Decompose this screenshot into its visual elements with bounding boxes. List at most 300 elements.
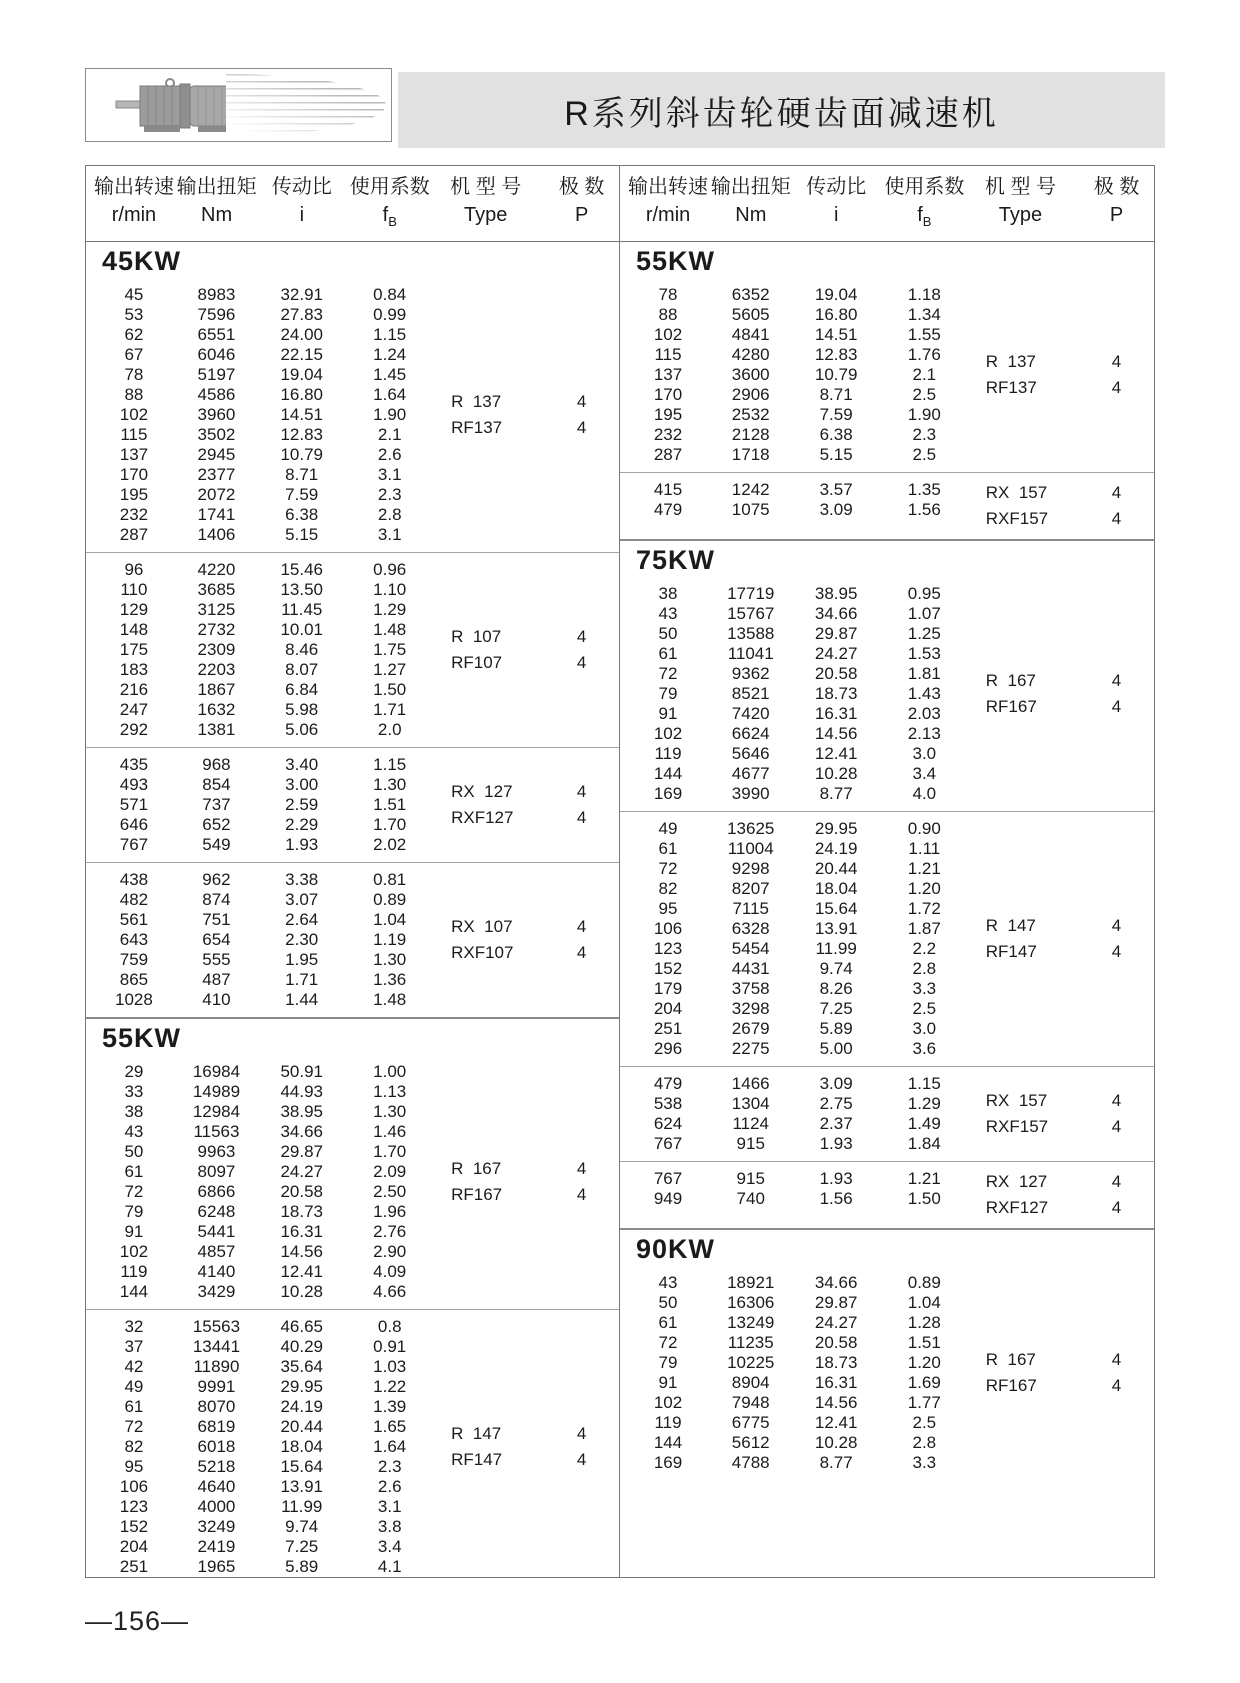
- output-speed-value: 292: [119, 720, 149, 739]
- type-poles-line: [962, 1373, 1154, 1399]
- spec-row: [620, 1373, 962, 1393]
- output-speed-value: 102: [119, 405, 149, 424]
- spec-row: [86, 505, 427, 525]
- output-speed-value: 287: [653, 445, 683, 464]
- output-speed-value: 119: [654, 744, 682, 763]
- output-speed-value: 43: [658, 1273, 678, 1292]
- spec-row: [86, 950, 427, 970]
- service-factor-value: 1.28: [907, 1313, 941, 1332]
- ratio-value: 18.04: [814, 879, 858, 898]
- poles-value: 4: [1111, 1198, 1122, 1217]
- output-speed-value: 949: [653, 1189, 683, 1208]
- type-label: RF167: [985, 1376, 1037, 1395]
- output-torque-value: 3685: [197, 580, 236, 599]
- output-torque-value: 6046: [197, 345, 236, 364]
- spec-row: [620, 405, 962, 425]
- service-factor-value: 1.20: [907, 1353, 941, 1372]
- ratio-value: 29.95: [280, 1377, 323, 1396]
- output-torque-value: 7420: [731, 704, 770, 723]
- ratio-value: 44.93: [280, 1082, 323, 1101]
- output-speed-value: 110: [120, 580, 148, 599]
- output-torque-value: 487: [202, 970, 231, 989]
- ratio-value: 1.56: [819, 1189, 853, 1208]
- type-label: R 167: [985, 1350, 1036, 1369]
- output-speed-value: 479: [653, 1074, 683, 1093]
- output-torque-value: 7948: [731, 1393, 770, 1412]
- output-torque-value: 3960: [197, 405, 236, 424]
- service-factor-value: 2.03: [907, 704, 941, 723]
- spec-row: [86, 1477, 427, 1497]
- service-factor-value: 1.69: [907, 1373, 941, 1392]
- ratio-value: 12.83: [814, 345, 858, 364]
- ratio-value: 7.25: [819, 999, 853, 1018]
- spec-row: [620, 999, 962, 1019]
- ratio-value: 10.28: [814, 1433, 858, 1452]
- output-speed-value: 119: [654, 1413, 682, 1432]
- spec-row: [620, 899, 962, 919]
- service-factor-value: 1.70: [373, 1142, 407, 1161]
- output-torque-value: 9362: [731, 664, 770, 683]
- ratio-value: 15.46: [280, 560, 323, 579]
- ratio-value: 34.66: [280, 1122, 323, 1141]
- poles-value: 4: [1111, 916, 1122, 935]
- ratio-value: 10.79: [280, 445, 323, 464]
- ratio-value: 6.38: [819, 425, 853, 444]
- spec-row: [620, 1293, 962, 1313]
- spec-row: [86, 1142, 427, 1162]
- ratio-value: 27.83: [280, 305, 323, 324]
- service-factor-value: 0.8: [377, 1317, 402, 1336]
- output-speed-value: 759: [119, 950, 149, 969]
- spec-row: [86, 870, 427, 890]
- spec-row: [620, 345, 962, 365]
- spec-row: [86, 1182, 427, 1202]
- output-speed-value: 287: [119, 525, 149, 544]
- power-section: [620, 242, 1154, 539]
- output-torque-value: 1718: [731, 445, 770, 464]
- output-speed-value: 183: [119, 660, 149, 679]
- ratio-value: 8.71: [819, 385, 853, 404]
- spec-rows: [620, 819, 962, 1059]
- spec-row: [86, 285, 427, 305]
- output-torque-value: 11890: [193, 1357, 240, 1376]
- service-factor-value: 1.15: [907, 1074, 941, 1093]
- ratio-value: 20.44: [280, 1417, 323, 1436]
- ratio-value: 13.91: [814, 919, 858, 938]
- service-factor-value: 2.5: [912, 385, 937, 404]
- type-label: RXF107: [451, 943, 514, 962]
- service-factor-value: 1.24: [373, 345, 407, 364]
- spec-block: [86, 863, 619, 1017]
- output-speed-value: 37: [124, 1337, 144, 1356]
- output-torque-value: 2679: [731, 1019, 770, 1038]
- spec-block: [86, 553, 619, 747]
- service-factor-value: 2.8: [912, 959, 937, 978]
- type-poles-area: [427, 285, 619, 545]
- output-torque-value: 4788: [731, 1453, 770, 1472]
- spec-row: [620, 879, 962, 899]
- output-speed-value: 95: [124, 1457, 144, 1476]
- ratio-value: 50.91: [280, 1062, 323, 1081]
- output-torque-value: 18921: [727, 1273, 775, 1292]
- output-torque-value: 4140: [197, 1262, 236, 1281]
- ratio-value: 16.31: [814, 704, 858, 723]
- output-speed-value: 82: [124, 1437, 144, 1456]
- service-factor-value: 0.95: [907, 584, 941, 603]
- type-label: R 167: [451, 1159, 502, 1178]
- spec-row: [86, 1262, 427, 1282]
- column-header-output-speed: 输出转速 r/min: [93, 176, 174, 226]
- output-speed-value: 1028: [115, 990, 153, 1009]
- spec-block: [620, 577, 1154, 811]
- ratio-value: 12.41: [280, 1262, 323, 1281]
- service-factor-value: 1.35: [907, 480, 941, 499]
- service-factor-value: 1.07: [907, 604, 941, 623]
- ratio-value: 18.73: [814, 684, 858, 703]
- service-factor-value: 3.3: [912, 979, 937, 998]
- service-factor-value: 1.25: [907, 624, 941, 643]
- service-factor-value: 1.50: [907, 1189, 941, 1208]
- output-torque-value: 654: [202, 930, 231, 949]
- output-torque-value: 6328: [731, 919, 770, 938]
- spec-row: [620, 325, 962, 345]
- ratio-value: 3.57: [819, 480, 853, 499]
- output-torque-value: 2945: [197, 445, 236, 464]
- output-speed-value: 643: [119, 930, 149, 949]
- output-speed-value: 29: [124, 1062, 144, 1081]
- service-factor-value: 2.13: [907, 724, 941, 743]
- spec-row: [620, 604, 962, 624]
- output-speed-value: 72: [658, 664, 678, 683]
- service-factor-value: 1.46: [373, 1122, 407, 1141]
- spec-row: [86, 485, 427, 505]
- service-factor-value: 3.0: [912, 744, 937, 763]
- type-poles-area: [427, 755, 619, 855]
- output-torque-value: 751: [202, 910, 231, 929]
- type-label: RF167: [985, 697, 1037, 716]
- service-factor-value: 2.6: [377, 445, 402, 464]
- service-factor-value: 1.30: [373, 1102, 407, 1121]
- service-factor-value: 2.3: [912, 425, 937, 444]
- spec-row: [620, 684, 962, 704]
- output-speed-value: 53: [124, 305, 144, 324]
- spec-rows: [620, 584, 962, 804]
- output-torque-value: 1965: [197, 1557, 236, 1576]
- type-label: R 167: [985, 671, 1036, 690]
- output-speed-value: 767: [119, 835, 149, 854]
- output-torque-value: 3502: [197, 425, 236, 444]
- output-torque-value: 8070: [197, 1397, 236, 1416]
- service-factor-value: 1.51: [907, 1333, 941, 1352]
- type-poles-line: [962, 1088, 1154, 1114]
- service-factor-value: 1.45: [373, 365, 407, 384]
- type-label: RX 127: [985, 1172, 1048, 1191]
- poles-value: 4: [576, 808, 587, 827]
- column-header-output-speed: 输出转速 r/min: [628, 176, 709, 226]
- output-speed-value: 102: [119, 1242, 149, 1261]
- output-speed-value: 144: [119, 1282, 149, 1301]
- output-speed-value: 38: [124, 1102, 144, 1121]
- output-torque-value: 3298: [731, 999, 770, 1018]
- title-band: [398, 72, 1165, 148]
- output-torque-value: 5646: [731, 744, 770, 763]
- output-speed-value: 88: [124, 385, 144, 404]
- output-torque-value: 13249: [727, 1313, 775, 1332]
- spec-block: [86, 278, 619, 552]
- output-speed-value: 72: [658, 1333, 678, 1352]
- ratio-value: 29.87: [814, 1293, 858, 1312]
- output-torque-value: 5454: [731, 939, 770, 958]
- column-header-type: 机 型 号 Type: [984, 176, 1057, 226]
- output-torque-value: 8207: [731, 879, 770, 898]
- service-factor-value: 1.87: [907, 919, 941, 938]
- poles-value: 4: [576, 917, 587, 936]
- output-speed-value: 32: [124, 1317, 144, 1336]
- power-section: [86, 242, 619, 1017]
- poles-value: 4: [576, 1424, 587, 1443]
- type-poles-line: [962, 913, 1154, 939]
- output-speed-value: 50: [658, 1293, 678, 1312]
- output-torque-value: 915: [736, 1169, 765, 1188]
- ratio-value: 34.66: [814, 604, 858, 623]
- output-torque-value: 5197: [197, 365, 236, 384]
- output-torque-value: 9298: [731, 859, 770, 878]
- output-speed-value: 38: [658, 584, 678, 603]
- ratio-value: 11.99: [281, 1497, 323, 1516]
- spec-row: [620, 1074, 962, 1094]
- type-poles-line: [962, 1195, 1154, 1221]
- ratio-value: 2.37: [819, 1114, 853, 1133]
- ratio-value: 29.95: [814, 819, 858, 838]
- output-speed-value: 152: [653, 959, 683, 978]
- poles-value: 4: [576, 943, 587, 962]
- poles-value: 4: [1111, 671, 1122, 690]
- service-factor-value: 1.19: [373, 930, 407, 949]
- spec-row: [86, 1282, 427, 1302]
- output-torque-value: 555: [202, 950, 231, 969]
- spec-row: [86, 465, 427, 485]
- output-speed-value: 79: [658, 1353, 678, 1372]
- spec-row: [86, 1437, 427, 1457]
- ratio-value: 13.91: [280, 1477, 323, 1496]
- spec-row: [620, 480, 962, 500]
- output-speed-value: 767: [653, 1169, 683, 1188]
- ratio-value: 14.51: [280, 405, 323, 424]
- poles-value: 4: [1111, 697, 1122, 716]
- output-speed-value: 232: [119, 505, 149, 524]
- ratio-value: 18.04: [280, 1437, 323, 1456]
- spec-block: [86, 748, 619, 862]
- spec-block: [86, 1055, 619, 1309]
- output-torque-value: 6819: [197, 1417, 236, 1436]
- output-speed-value: 148: [119, 620, 149, 639]
- service-factor-value: 1.29: [907, 1094, 941, 1113]
- type-poles-line: [427, 415, 619, 441]
- output-speed-value: 62: [124, 325, 144, 344]
- output-speed-value: 43: [124, 1122, 144, 1141]
- output-speed-value: 67: [124, 345, 144, 364]
- spec-row: [620, 704, 962, 724]
- output-speed-value: 115: [654, 345, 682, 364]
- service-factor-value: 1.21: [907, 859, 941, 878]
- type-poles-line: [962, 506, 1154, 532]
- power-section: [620, 1230, 1154, 1480]
- service-factor-value: 3.1: [377, 525, 402, 544]
- spec-row: [620, 365, 962, 385]
- service-factor-value: 2.6: [377, 1477, 402, 1496]
- output-torque-value: 3990: [731, 784, 770, 803]
- service-factor-value: 1.10: [373, 580, 407, 599]
- spec-row: [86, 1062, 427, 1082]
- service-factor-value: 4.66: [373, 1282, 407, 1301]
- ratio-value: 3.07: [285, 890, 319, 909]
- output-speed-value: 152: [119, 1517, 149, 1536]
- ratio-value: 5.98: [285, 700, 319, 719]
- service-factor-value: 1.04: [907, 1293, 941, 1312]
- service-factor-value: 1.51: [373, 795, 407, 814]
- spec-row: [86, 990, 427, 1010]
- spec-row: [86, 890, 427, 910]
- spec-row: [86, 1317, 427, 1337]
- spec-row: [620, 1094, 962, 1114]
- service-factor-value: 2.5: [912, 445, 937, 464]
- spec-block: [620, 1162, 1154, 1228]
- poles-value: 4: [576, 418, 587, 437]
- spec-row: [86, 1162, 427, 1182]
- ratio-value: 24.27: [814, 644, 858, 663]
- output-torque-value: 6352: [731, 285, 770, 304]
- spec-rows: [620, 480, 962, 532]
- spec-row: [86, 525, 427, 545]
- ratio-value: 8.26: [819, 979, 853, 998]
- type-poles-area: [427, 1317, 619, 1577]
- service-factor-value: 1.15: [373, 325, 407, 344]
- type-label: RF137: [451, 418, 503, 437]
- output-torque-value: 1867: [197, 680, 236, 699]
- output-speed-value: 91: [658, 704, 678, 723]
- service-factor-value: 0.89: [907, 1273, 941, 1292]
- ratio-value: 6.38: [285, 505, 319, 524]
- type-poles-line: [427, 389, 619, 415]
- service-factor-value: 1.15: [373, 755, 407, 774]
- output-speed-value: 49: [658, 819, 678, 838]
- ratio-value: 16.80: [814, 305, 858, 324]
- ratio-value: 5.00: [819, 1039, 853, 1058]
- ratio-value: 5.89: [285, 1557, 319, 1576]
- service-factor-value: 1.72: [907, 899, 941, 918]
- output-torque-value: 7115: [732, 899, 769, 918]
- spec-row: [86, 680, 427, 700]
- service-factor-value: 1.04: [373, 910, 407, 929]
- decorative-stripes-fade: [226, 74, 386, 136]
- output-speed-value: 646: [119, 815, 149, 834]
- ratio-value: 5.06: [285, 720, 319, 739]
- output-torque-value: 1466: [731, 1074, 770, 1093]
- output-torque-value: 6248: [197, 1202, 236, 1221]
- spec-row: [86, 305, 427, 325]
- spec-row: [86, 365, 427, 385]
- spec-row: [86, 600, 427, 620]
- ratio-value: 20.58: [814, 1333, 858, 1352]
- ratio-value: 22.15: [280, 345, 323, 364]
- output-torque-value: 5605: [731, 305, 770, 324]
- spec-row: [620, 784, 962, 804]
- spec-rows: [86, 560, 427, 740]
- output-torque-value: 1304: [731, 1094, 770, 1113]
- output-torque-value: 854: [202, 775, 231, 794]
- service-factor-value: 1.84: [907, 1134, 941, 1153]
- output-torque-value: 2072: [197, 485, 236, 504]
- ratio-value: 3.09: [819, 500, 853, 519]
- service-factor-value: 1.22: [373, 1377, 407, 1396]
- ratio-value: 12.41: [814, 1413, 858, 1432]
- type-label: RXF127: [451, 808, 514, 827]
- service-factor-value: 3.3: [912, 1453, 937, 1472]
- service-factor-value: 2.1: [912, 365, 937, 384]
- ratio-value: 12.41: [814, 744, 858, 763]
- table-body-left: [86, 242, 620, 1577]
- spec-row: [86, 1417, 427, 1437]
- spec-row: [86, 405, 427, 425]
- output-torque-value: 11235: [727, 1333, 774, 1352]
- spec-row: [620, 919, 962, 939]
- output-speed-value: 175: [119, 640, 149, 659]
- service-factor-value: 3.4: [912, 764, 937, 783]
- ratio-value: 34.66: [814, 1273, 858, 1292]
- service-factor-value: 1.76: [907, 345, 941, 364]
- spec-row: [620, 1353, 962, 1373]
- output-speed-value: 435: [119, 755, 149, 774]
- service-factor-value: 2.0: [377, 720, 402, 739]
- type-label: RF137: [985, 378, 1037, 397]
- type-poles-line: [962, 1347, 1154, 1373]
- page-title: R系列斜齿轮硬齿面减速机: [564, 94, 999, 133]
- ratio-value: 46.65: [280, 1317, 323, 1336]
- type-poles-area: [962, 584, 1154, 804]
- output-torque-value: 2128: [731, 425, 770, 444]
- ratio-value: 3.38: [285, 870, 319, 889]
- spec-row: [620, 1134, 962, 1154]
- output-speed-value: 50: [124, 1142, 144, 1161]
- ratio-value: 10.28: [280, 1282, 323, 1301]
- header-logo-box: [85, 68, 392, 142]
- spec-row: [86, 1497, 427, 1517]
- output-torque-value: 2532: [731, 405, 770, 424]
- table-body-right: [620, 242, 1154, 1577]
- poles-value: 4: [1111, 1376, 1122, 1395]
- output-speed-value: 251: [653, 1019, 683, 1038]
- type-poles-line: [427, 1447, 619, 1473]
- service-factor-value: 2.5: [912, 1413, 937, 1432]
- type-label: R 107: [451, 627, 502, 646]
- service-factor-value: 1.20: [907, 879, 941, 898]
- poles-value: 4: [1111, 483, 1122, 502]
- ratio-value: 8.71: [285, 465, 319, 484]
- poles-value: 4: [1111, 352, 1122, 371]
- ratio-value: 19.04: [280, 365, 323, 384]
- service-factor-value: 4.0: [912, 784, 937, 803]
- service-factor-value: 1.77: [907, 1393, 941, 1412]
- spec-row: [620, 744, 962, 764]
- output-speed-value: 61: [124, 1397, 144, 1416]
- ratio-value: 24.19: [280, 1397, 323, 1416]
- service-factor-value: 1.39: [373, 1397, 407, 1416]
- service-factor-value: 1.48: [373, 620, 407, 639]
- output-torque-value: 17719: [727, 584, 775, 603]
- output-torque-value: 10225: [727, 1353, 775, 1372]
- output-torque-value: 12984: [192, 1102, 241, 1121]
- output-speed-value: 119: [120, 1262, 148, 1281]
